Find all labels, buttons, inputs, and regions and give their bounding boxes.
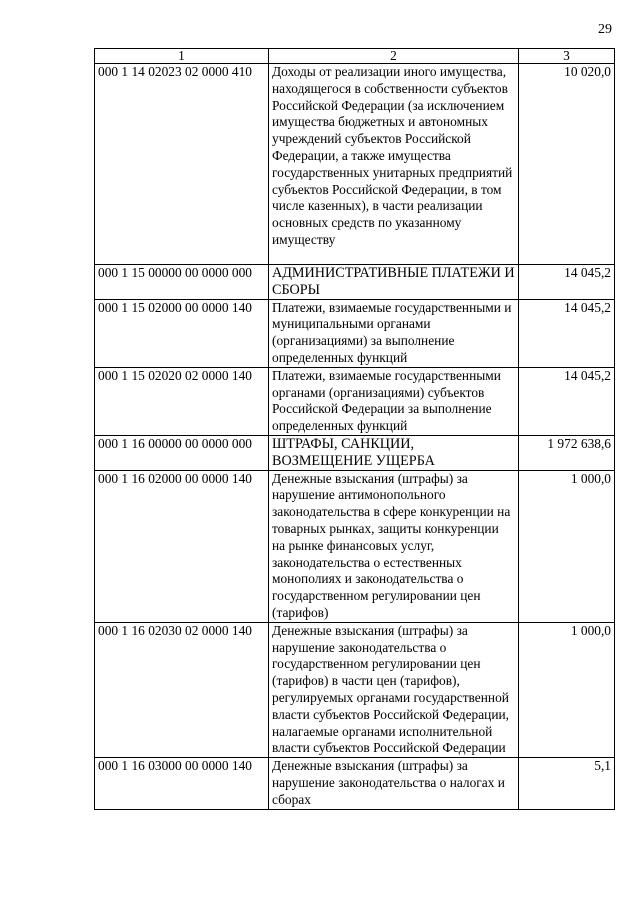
- table-row: [95, 758, 615, 809]
- description-cell: Платежи, взимаемые государственными и муниципальными органами (организациями) за выполнение определенных функций: [269, 299, 519, 367]
- budget-code-cell: 000 1 15 02000 00 0000 140: [95, 299, 269, 367]
- table-header-row: [95, 49, 615, 64]
- description-cell: Денежные взыскания (штрафы) за нарушение антимонопольного законодательства в сфере конкуренции на товарных рынках, защиты конкуренции на рынке финансовых услуг, законодательства о естественных монополиях и законодательства о государственном регулировании цен (тарифов): [269, 470, 519, 622]
- description-cell: Денежные взыскания (штрафы) за нарушение законодательства о налогах и сборах: [269, 758, 519, 809]
- budget-code-cell: 000 1 14 02023 02 0000 410: [95, 64, 269, 265]
- description-cell: Платежи, взимаемые государственными органами (организациями) субъектов Российской Федерации за выполнение определенных функций: [269, 367, 519, 435]
- amount-cell: 10 020,0: [519, 64, 615, 265]
- column-header-3: 3: [519, 49, 615, 64]
- budget-code-cell: 000 1 16 03000 00 0000 140: [95, 758, 269, 809]
- budget-code-cell: 000 1 16 00000 00 0000 000: [95, 435, 269, 470]
- budget-code-cell: 000 1 15 00000 00 0000 000: [95, 265, 269, 300]
- budget-code-cell: 000 1 16 02030 02 0000 140: [95, 622, 269, 757]
- amount-cell: 14 045,2: [519, 265, 615, 300]
- budget-revenue-table: [94, 48, 615, 810]
- description-cell: Денежные взыскания (штрафы) за нарушение законодательства о государственном регулировании цен (тарифов) в части цен (тарифов), регулируемых органами государственной власти субъектов Российской Федерации, налагаемые органами исполнительной власти субъектов Российской Федерации: [269, 622, 519, 757]
- table-row: [95, 265, 615, 300]
- column-header-2: 2: [269, 49, 519, 64]
- page-number: 29: [598, 22, 612, 37]
- amount-cell: 14 045,2: [519, 299, 615, 367]
- amount-cell: 14 045,2: [519, 367, 615, 435]
- description-cell: ШТРАФЫ, САНКЦИИ, ВОЗМЕЩЕНИЕ УЩЕРБА: [269, 435, 519, 470]
- budget-code-cell: 000 1 16 02000 00 0000 140: [95, 470, 269, 622]
- amount-cell: 1 000,0: [519, 470, 615, 622]
- column-header-1: 1: [95, 49, 269, 64]
- amount-cell: 1 972 638,6: [519, 435, 615, 470]
- description-cell: АДМИНИСТРАТИВНЫЕ ПЛАТЕЖИ И СБОРЫ: [269, 265, 519, 300]
- table-row: [95, 367, 615, 435]
- amount-cell: 5,1: [519, 758, 615, 809]
- table-row: [95, 435, 615, 470]
- table-row: [95, 470, 615, 622]
- description-cell: Доходы от реализации иного имущества, находящегося в собственности субъектов Российской Федерации (за исключением имущества бюджетных и автономных учреждений субъектов Российской Федерации, а также имущества государственных унитарных предприятий субъектов Российской Федерации, в том числе казенных), в части реализации основных средств по указанному имуществу: [269, 64, 519, 265]
- table-row: [95, 64, 615, 265]
- table-row: [95, 299, 615, 367]
- table-row: [95, 622, 615, 757]
- amount-cell: 1 000,0: [519, 622, 615, 757]
- budget-code-cell: 000 1 15 02020 02 0000 140: [95, 367, 269, 435]
